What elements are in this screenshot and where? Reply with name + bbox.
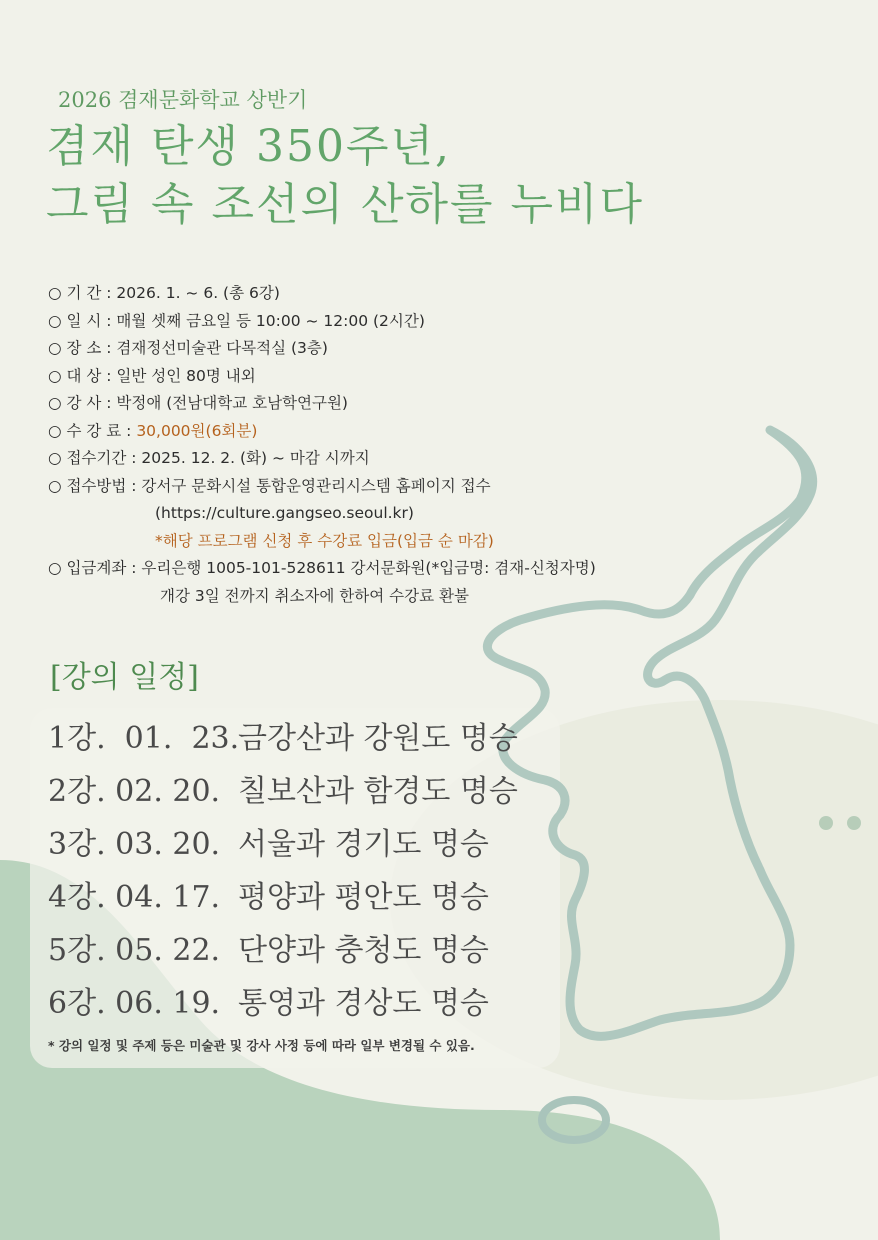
- info-label: ○ 접수방법 :: [48, 476, 142, 495]
- info-value: 2025. 12. 2. (화) ~ 마감 시까지: [141, 449, 370, 467]
- registration-url-link[interactable]: (https://culture.gangseo.seoul.kr): [155, 504, 414, 522]
- info-label: ○ 대 상 :: [48, 366, 117, 385]
- info-value: 30,000원(6회분): [136, 421, 258, 440]
- decorative-dot: [819, 816, 833, 830]
- info-value: 매월 셋째 금요일 등 10:00 ~ 12:00 (2시간): [116, 311, 425, 330]
- lecture-date: 3강. 03. 20.: [48, 827, 221, 862]
- info-account: [48, 555, 596, 583]
- lecture-topic: 통영과 경상도 명승: [238, 986, 489, 1021]
- refund-note: 개강 3일 전까지 취소자에 한하여 수강료 환불: [160, 586, 469, 605]
- poster-title: [46, 118, 644, 234]
- lecture-date: 6강. 06. 19.: [48, 986, 221, 1021]
- info-label: ○ 장 소 :: [48, 339, 117, 357]
- info-period: [48, 280, 596, 308]
- info-label: ○ 기 간 :: [48, 284, 117, 302]
- info-label: ○ 입금계좌 :: [48, 559, 142, 577]
- lecture-topic: 평양과 평안도 명승: [238, 880, 489, 915]
- info-label: ○ 강 사 :: [48, 394, 117, 412]
- schedule-list: [48, 712, 518, 1030]
- info-fee: [48, 418, 596, 446]
- schedule-item: [48, 977, 518, 1030]
- schedule-title: [강의 일정]: [50, 660, 199, 695]
- info-time: [48, 308, 596, 336]
- schedule-item: [48, 818, 518, 871]
- schedule-item: [48, 924, 518, 977]
- lecture-topic: 금강산과 강원도 명승: [238, 721, 518, 756]
- lecture-date: 1강. 01. 23.: [48, 721, 240, 756]
- title-line-2: 그림 속 조선의 산하를 누비다: [46, 179, 644, 230]
- info-label: ○ 수 강 료 :: [48, 421, 137, 440]
- lecture-date: 4강. 04. 17.: [48, 880, 221, 915]
- lecture-date: 5강. 05. 22.: [48, 933, 221, 968]
- info-registration-period: [48, 445, 596, 473]
- info-value: 박정애 (전남대학교 호남학연구원): [116, 394, 348, 412]
- title-line-1: 겸재 탄생 350주년,: [46, 121, 451, 172]
- info-lecturer: [48, 390, 596, 418]
- info-place: [48, 335, 596, 363]
- info-value: 우리은행 1005-101-528611 강서문화원(*입금명: 겸재-신청자명): [141, 559, 596, 577]
- lecture-topic: 칠보산과 함경도 명승: [238, 774, 518, 809]
- schedule-item: [48, 765, 518, 818]
- lecture-topic: 서울과 경기도 명승: [238, 827, 489, 862]
- info-list: [48, 280, 596, 610]
- info-value: 일반 성인 80명 내외: [116, 366, 256, 385]
- lecture-date: 2강. 02. 20.: [48, 774, 221, 809]
- info-label: ○ 접수기간 :: [48, 449, 142, 467]
- info-registration-method: [48, 473, 596, 501]
- schedule-item: [48, 712, 518, 765]
- decorative-dot: [847, 816, 861, 830]
- lecture-topic: 단양과 충청도 명승: [238, 933, 489, 968]
- schedule-change-note: * 강의 일정 및 주제 등은 미술관 및 강사 사정 등에 따라 일부 변경될 수 있음.: [48, 1038, 475, 1053]
- info-value: 2026. 1. ~ 6. (총 6강): [116, 284, 280, 302]
- payment-note: *해당 프로그램 신청 후 수강료 입금(입금 순 마감): [155, 531, 494, 550]
- poster-subtitle: 2026 겸재문화학교 상반기: [58, 88, 308, 112]
- schedule-item: [48, 871, 518, 924]
- info-target: [48, 363, 596, 391]
- info-label: ○ 일 시 :: [48, 311, 117, 330]
- info-value: 강서구 문화시설 통합운영관리시스템 홈페이지 접수: [141, 476, 491, 495]
- info-value: 겸재정선미술관 다목적실 (3층): [116, 339, 328, 357]
